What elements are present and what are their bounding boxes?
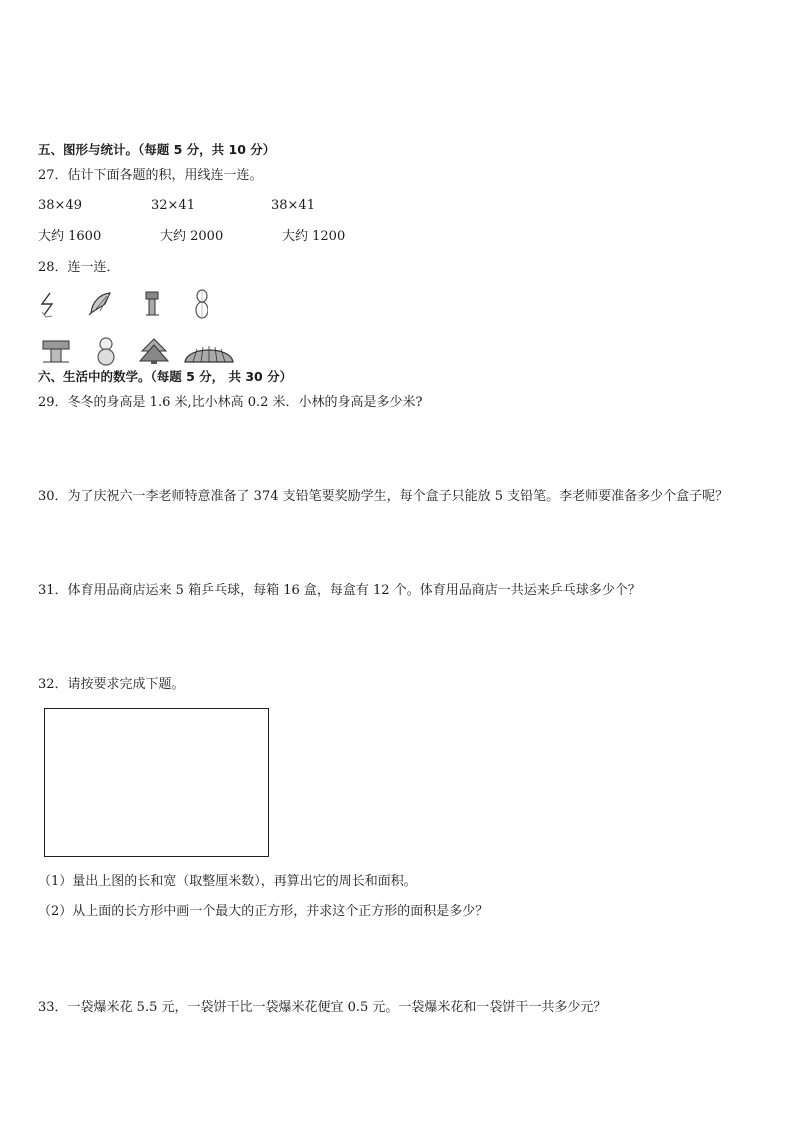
expression-3: 38×41: [271, 198, 315, 213]
mushroom-side-icon: [143, 290, 161, 318]
umbrella-front-icon: [183, 338, 235, 364]
lightning-shape-icon: [38, 290, 58, 318]
estimate-1: 大约 1600: [38, 229, 102, 244]
question-29: 29．冬冬的身高是 1.6 米,比小林高 0.2 米．小林的身高是多少米?: [38, 395, 423, 410]
question-27: 27．估计下面各题的积，用线连一连。: [38, 168, 263, 183]
estimate-2: 大约 2000: [160, 229, 224, 244]
question-28: 28．连一连．: [38, 260, 120, 275]
rectangle-figure: [44, 708, 269, 857]
question-30: 30．为了庆祝六一李老师特意准备了 374 支铅笔要奖励学生，每个盒子只能放 5 支铅笔。李老师要准备多少个盒子呢？: [38, 489, 729, 504]
tree-front-icon: [138, 337, 170, 365]
question-31: 31．体育用品商店运来 5 箱乒乓球，每箱 16 盒，每盒有 12 个。体育用品商店一共运来乒乓球多少个？: [38, 583, 641, 598]
umbrella-side-icon: [87, 290, 113, 316]
estimate-3: 大约 1200: [282, 229, 346, 244]
mushroom-front-icon: [41, 338, 71, 364]
snowman-side-icon: [194, 288, 208, 320]
section-5-title: 五、图形与统计。（每题 5 分，共 10 分）: [38, 142, 276, 157]
expression-1: 38×49: [38, 198, 82, 213]
question-32: 32．请按要求完成下题。: [38, 677, 185, 692]
question-33: 33．一袋爆米花 5.5 元，一袋饼干比一袋爆米花便宜 0.5 元。一袋爆米花和一袋饼干一共多少元？: [38, 1000, 607, 1015]
question-32-part-2: （2）从上面的长方形中画一个最大的正方形，并求这个正方形的面积是多少？: [38, 904, 489, 919]
section-6-title: 六、生活中的数学。（每题 5 分， 共 30 分）: [38, 369, 293, 384]
expression-2: 32×41: [151, 198, 195, 213]
question-32-part-1: （1）量出上图的长和宽（取整厘米数），再算出它的周长和面积。: [38, 874, 417, 889]
snowman-front-icon: [95, 336, 117, 366]
